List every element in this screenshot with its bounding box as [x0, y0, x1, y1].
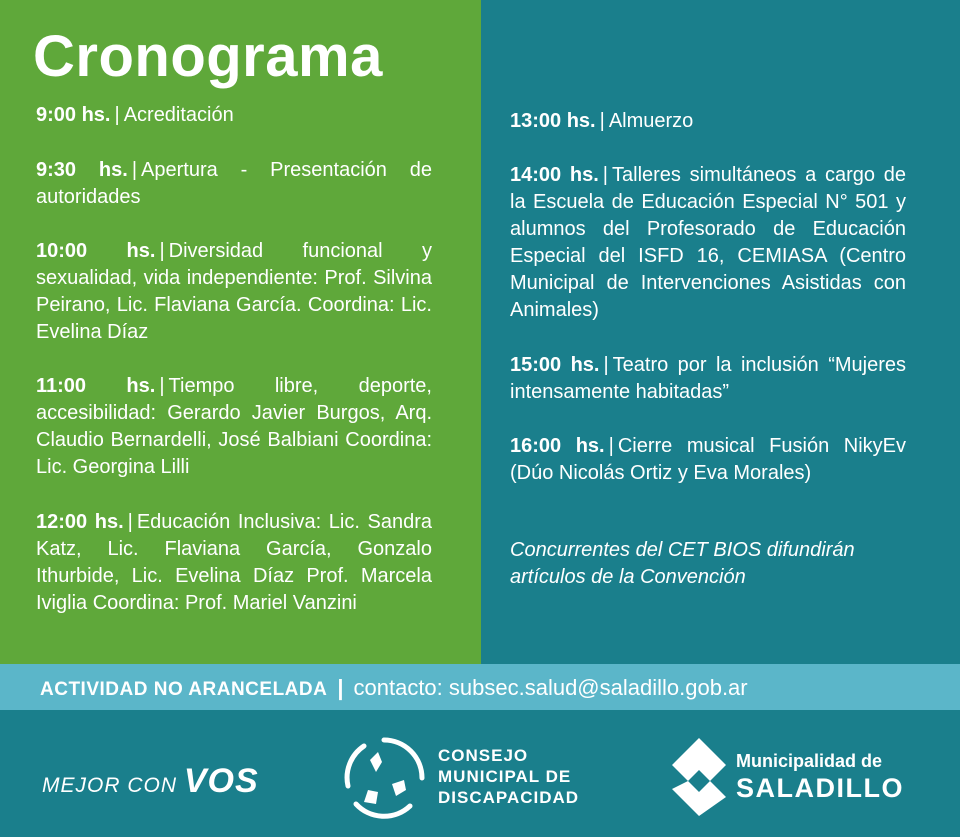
- info-strip: [0, 664, 960, 710]
- entry-separator: |: [159, 375, 165, 397]
- footer: [0, 710, 960, 837]
- entry-separator: |: [127, 511, 133, 533]
- entry-time: 12:00 hs.: [36, 511, 124, 533]
- consejo-logo-text: [438, 745, 579, 808]
- schedule-entry: [36, 102, 432, 129]
- entry-separator: |: [603, 354, 609, 376]
- strip-separator: |: [337, 675, 344, 700]
- schedule-entry: [510, 108, 906, 135]
- note-text: Concurrentes del CET BIOS difundirán artículos de la Convención: [510, 539, 855, 588]
- consejo-line: CONSEJO: [438, 746, 529, 765]
- entry-separator: |: [608, 435, 614, 457]
- page-title: Cronograma: [33, 24, 383, 89]
- entry-time: 11:00 hs.: [36, 375, 156, 397]
- contact-email[interactable]: contacto: subsec.salud@saladillo.gob.ar: [353, 675, 748, 700]
- entry-text: Tiempo libre, deporte, accesibilidad: Gerardo Javier Burgos, Arq. Claudio Bernardelli, José Balbiani Coordina: Lic. Georgina Lilli: [36, 375, 432, 478]
- free-activity-label: ACTIVIDAD NO ARANCELADA: [40, 679, 328, 700]
- mejor-con-vos-logo: [42, 762, 259, 801]
- saladillo-label: SALADILLO: [736, 773, 904, 803]
- consejo-line: MUNICIPAL DE: [438, 767, 572, 786]
- entry-time: 16:00 hs.: [510, 435, 605, 457]
- entry-text: Teatro por la inclusión “Mujeres intensamente habitadas”: [510, 354, 906, 403]
- entry-text: Almuerzo: [608, 110, 694, 132]
- left-panel: [0, 0, 481, 664]
- schedule-entry: [510, 352, 906, 406]
- entry-text: Acreditación: [123, 104, 234, 126]
- entry-time: 9:30 hs.: [36, 159, 128, 181]
- entry-time: 10:00 hs.: [36, 240, 156, 262]
- entry-time: 14:00 hs.: [510, 164, 599, 186]
- vos-text: VOS: [183, 762, 259, 800]
- entry-text: Educación Inclusiva: Lic. Sandra Katz, Lic. Flaviana García, Gonzalo Ithurbide, Lic. Evelina Díaz Prof. Marcela Iviglia Coordina: Prof. Mariel Vanzini: [36, 511, 432, 614]
- entry-separator: |: [159, 240, 165, 262]
- mejor-text: MEJOR CON: [42, 774, 177, 797]
- entry-text: Diversidad funcional y sexualidad, vida independiente: Prof. Silvina Peirano, Lic. Flaviana García. Coordina: Lic. Evelina Díaz: [36, 240, 432, 343]
- schedule-entry: [36, 157, 432, 211]
- schedule-entry: [36, 509, 432, 617]
- entry-separator: |: [602, 164, 608, 186]
- schedule-entry: [36, 373, 432, 481]
- entry-separator: |: [131, 159, 138, 181]
- entry-text: Cierre musical Fusión NikyEv (Dúo Nicolás Ortiz y Eva Morales): [510, 435, 906, 484]
- consejo-line: DISCAPACIDAD: [438, 788, 580, 807]
- entry-separator: |: [114, 104, 120, 126]
- schedule-entry: [510, 162, 906, 324]
- entry-text: Apertura - Presentación de autoridades: [36, 159, 432, 208]
- entry-time: 13:00 hs.: [510, 110, 596, 132]
- municipalidad-label: Municipalidad de: [736, 751, 883, 771]
- schedule-entry: [510, 433, 906, 487]
- entry-separator: |: [599, 110, 605, 132]
- entry-time: 9:00 hs.: [36, 104, 111, 126]
- right-panel: [481, 0, 960, 664]
- schedule-entry: [36, 238, 432, 346]
- entry-time: 15:00 hs.: [510, 354, 600, 376]
- municipalidad-logo-text: [736, 750, 904, 804]
- saladillo-diamond-icon: [672, 738, 726, 816]
- hands-circle-icon: [340, 734, 428, 822]
- entry-text: Talleres simultáneos a cargo de la Escuela de Educación Especial N° 501 y alumnos del Profesorado de Educación Especial del ISFD 16, CEMIASA (Centro Municipal de Intervenciones Asistidas con Animales): [510, 164, 906, 321]
